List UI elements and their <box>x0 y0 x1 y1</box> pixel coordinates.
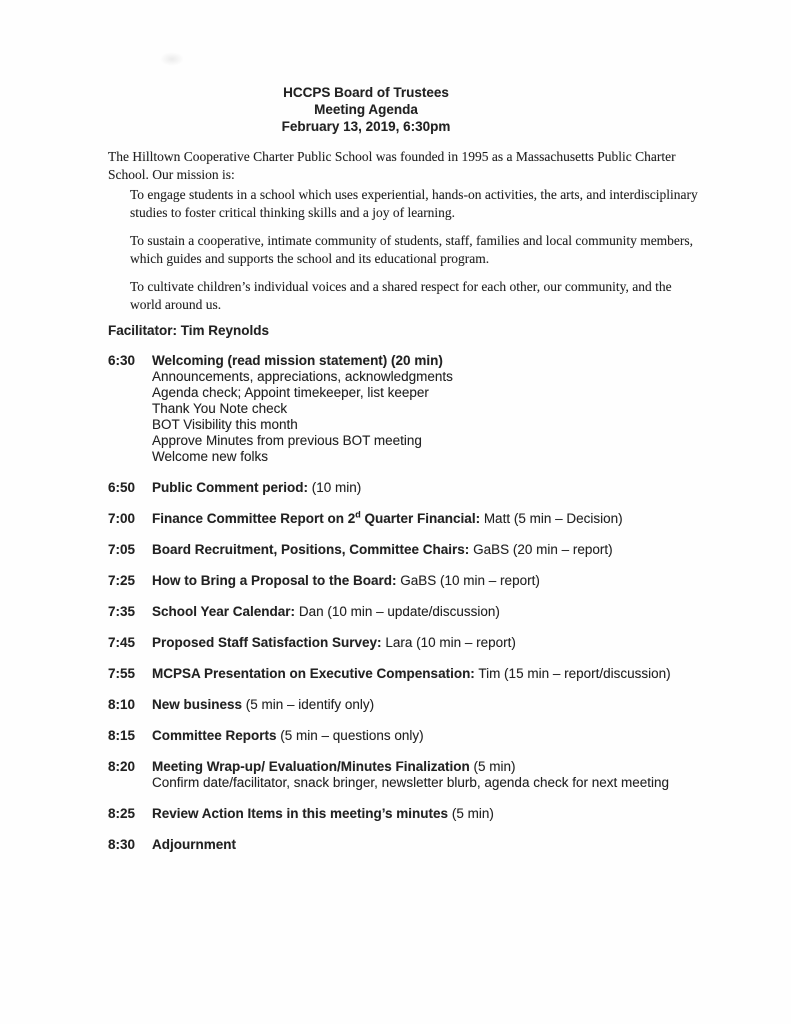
agenda-item-body <box>152 352 453 465</box>
agenda-time: 8:30 <box>108 837 136 852</box>
agenda-item <box>108 352 708 465</box>
agenda-item-title: Quarter Financial: <box>360 511 481 526</box>
agenda-item-detail: GaBS (20 min – report) <box>469 542 613 557</box>
agenda-item-detail: (5 min) <box>448 806 494 821</box>
agenda-item-title: Welcoming (read mission statement) (20 min) <box>152 353 443 368</box>
agenda-sub-item: Welcome new folks <box>152 449 269 464</box>
agenda-item-body <box>152 479 361 496</box>
mission-statement: To sustain a cooperative, intimate community of students, staff, families and local community members, which guides and supports the school and its educational program. <box>130 233 694 266</box>
agenda-item-detail: (5 min – questions only) <box>276 728 424 743</box>
agenda-item <box>108 836 708 853</box>
agenda-time: 7:05 <box>108 542 136 557</box>
agenda-item-title: New business <box>152 697 243 712</box>
agenda-item <box>108 541 708 558</box>
agenda-sub-item: Agenda check; Appoint timekeeper, list keeper <box>152 385 429 400</box>
agenda-sub-item: Announcements, appreciations, acknowledgments <box>152 369 453 384</box>
agenda-item-title: Public Comment period: <box>152 480 309 495</box>
agenda-item-detail: (5 min) <box>469 759 516 774</box>
agenda-item-body <box>152 510 623 527</box>
agenda-item-title: Board Recruitment, Positions, Committee Chairs: <box>152 542 470 557</box>
mission-statement: To engage students in a school which uses experiential, hands-on activities, the arts, and interdisciplinary studies to foster critical thinking skills and a joy of learning. <box>130 187 698 220</box>
document-content <box>108 84 708 867</box>
meeting-datetime: February 13, 2019, 6:30pm <box>281 119 451 134</box>
agenda-item-body <box>152 603 500 620</box>
agenda-time: 8:20 <box>108 759 136 774</box>
agenda-item-body <box>152 805 494 822</box>
agenda-item-detail: Lara (10 min – report) <box>381 635 516 650</box>
agenda-item-title: Meeting Wrap-up/ Evaluation/Minutes Finalization <box>152 759 470 774</box>
agenda-item-title: Proposed Staff Satisfaction Survey: <box>152 635 382 650</box>
agenda-sub-item: Approve Minutes from previous BOT meeting <box>152 433 422 448</box>
org-title: HCCPS Board of Trustees <box>283 85 449 100</box>
agenda-item-body <box>152 696 374 713</box>
agenda-item-detail: GaBS (10 min – report) <box>396 573 540 588</box>
agenda-time: 6:30 <box>108 353 136 368</box>
agenda-item-body <box>152 541 613 558</box>
agenda-sub-item: Thank You Note check <box>152 401 288 416</box>
agenda-item <box>108 758 708 791</box>
mission-statement: To cultivate children’s individual voices and a shared respect for each other, our community, and the world around us. <box>130 279 672 312</box>
agenda-item-detail: Matt (5 min – Decision) <box>480 511 623 526</box>
agenda-item-title: Review Action Items in this meeting’s minutes <box>152 806 449 821</box>
agenda-item-title: How to Bring a Proposal to the Board: <box>152 573 397 588</box>
agenda-item-body <box>152 572 540 589</box>
facilitator-line: Facilitator: Tim Reynolds <box>108 323 270 338</box>
agenda-time: 8:15 <box>108 728 136 743</box>
agenda-item <box>108 603 708 620</box>
agenda-item-body <box>152 665 671 682</box>
mission-section <box>108 148 704 313</box>
document-type-title: Meeting Agenda <box>314 102 418 117</box>
agenda-time: 7:55 <box>108 666 136 681</box>
agenda-item-detail: Tim (15 min – report/discussion) <box>474 666 671 681</box>
agenda-item-body <box>152 634 516 651</box>
agenda-item-detail: (5 min – identify only) <box>242 697 375 712</box>
agenda-item-title: Adjournment <box>152 837 236 852</box>
agenda-item-body <box>152 727 424 744</box>
agenda-item <box>108 634 708 651</box>
agenda-item-title: Committee Reports <box>152 728 277 743</box>
agenda-item-body <box>152 758 669 791</box>
agenda-item <box>108 572 708 589</box>
agenda-time: 7:00 <box>108 511 136 526</box>
agenda-item <box>108 727 708 744</box>
agenda-item <box>108 696 708 713</box>
agenda-time: 7:35 <box>108 604 136 619</box>
agenda-sub-item: Confirm date/facilitator, snack bringer, newsletter blurb, agenda check for next meeting <box>152 775 670 790</box>
agenda-time: 7:25 <box>108 573 136 588</box>
agenda-item-title: MCPSA Presentation on Executive Compensation: <box>152 666 475 681</box>
agenda-item-title: Finance Committee Report on 2 <box>152 511 356 526</box>
agenda-item <box>108 510 708 527</box>
agenda-item-detail: Dan (10 min – update/discussion) <box>295 604 500 619</box>
agenda-time: 8:10 <box>108 697 136 712</box>
agenda-item <box>108 479 708 496</box>
intro-paragraph: The Hilltown Cooperative Charter Public School was founded in 1995 as a Massachusetts Public Charter School. Our mission is: <box>108 149 676 182</box>
scan-smudge-artifact <box>160 52 184 66</box>
agenda-list <box>108 352 708 853</box>
agenda-item <box>108 665 708 682</box>
agenda-sub-item: BOT Visibility this month <box>152 417 298 432</box>
agenda-item-body <box>152 836 236 853</box>
agenda-time: 7:45 <box>108 635 136 650</box>
agenda-time: 6:50 <box>108 480 136 495</box>
agenda-item <box>108 805 708 822</box>
agenda-item-detail: (10 min) <box>308 480 362 495</box>
agenda-time: 8:25 <box>108 806 136 821</box>
agenda-item-title: School Year Calendar: <box>152 604 296 619</box>
ordinal-superscript: d <box>355 509 361 520</box>
document-header <box>108 84 624 135</box>
